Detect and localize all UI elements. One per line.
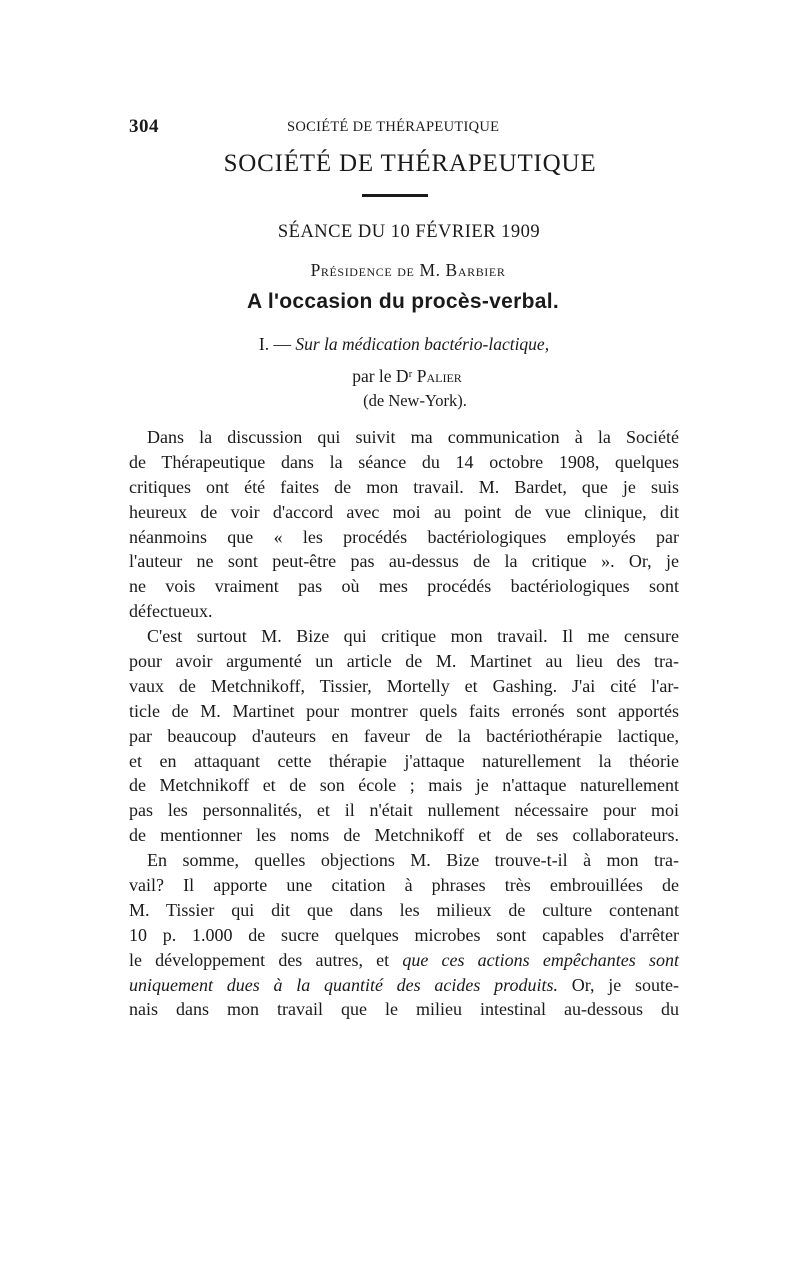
- presidency-line: Présidence de M. Barbier: [310, 260, 506, 280]
- body-line: par beaucoup d'auteurs en faveur de la bactériothérapie lactique,: [129, 725, 679, 746]
- body-line: critiques ont été faites de mon travail. M. Bardet, que je suis: [129, 476, 679, 497]
- italic-segment: uniquement dues à la quantité des acides produits.: [129, 974, 558, 995]
- body-line: et en attaquant cette thérapie j'attaque naturellement la théorie: [129, 750, 679, 771]
- running-title: SOCIÉTÉ DE THÉRAPEUTIQUE: [287, 119, 500, 135]
- body-line: l'auteur ne sont peut-être pas au-dessus de la critique ». Or, je: [129, 551, 679, 572]
- body-line: vaux de Metchnikoff, Tissier, Mortelly et Gashing. J'ai cité l'ar-: [129, 675, 679, 696]
- author-name: Palier: [416, 366, 462, 386]
- body-line: ticle de M. Martinet pour montrer quels faits erronés sont apportés: [129, 700, 679, 721]
- body-line: En somme, quelles objections M. Bize trouve-t-il à mon tra-: [147, 850, 679, 871]
- body-line: de Thérapeutique dans la séance du 14 octobre 1908, quelques: [129, 451, 679, 472]
- body-line: Dans la discussion qui suivit ma communication à la Société: [147, 427, 679, 447]
- article-number: I. —: [258, 334, 296, 354]
- article-author: [0, 366, 800, 387]
- body-line: de mentionner les noms de Metchnikoff et de ses collaborateurs.: [129, 825, 679, 846]
- article-title: [0, 334, 800, 355]
- body-line: nais dans mon travail que le milieu intestinal au-dessous du: [129, 999, 679, 1020]
- body-segment: Or, je soute-: [558, 974, 679, 995]
- body-text: [129, 425, 679, 1022]
- body-line: 10 p. 1.000 de sucre quelques microbes sont capables d'arrêter: [129, 924, 679, 945]
- author-affiliation: (de New-York).: [363, 391, 467, 410]
- body-line: heureux de voir d'accord avec moi au point de vue clinique, dit: [129, 501, 679, 522]
- title-rule: [362, 194, 428, 197]
- body-line-mixed: [129, 948, 679, 973]
- meeting-date: SÉANCE DU 10 FÉVRIER 1909: [277, 222, 541, 242]
- italic-segment: que ces actions empêchantes sont: [402, 949, 679, 970]
- society-title: SOCIÉTÉ DE THÉRAPEUTIQUE: [223, 150, 597, 177]
- body-segment: le développement des autres, et: [129, 949, 403, 970]
- body-line: M. Tissier qui dit que dans les milieux de culture contenant: [129, 899, 679, 920]
- body-line-mixed: [129, 973, 679, 998]
- body-line: pas les personnalités, et il n'était nullement nécessaire pour moi: [129, 800, 679, 821]
- body-line: de Metchnikoff et de son école ; mais je n'attaque naturellement: [129, 775, 679, 796]
- body-line: vail? Il apporte une citation à phrases très embrouillées de: [129, 875, 679, 896]
- body-line: défectueux.: [129, 601, 213, 622]
- page-number: 304: [129, 116, 159, 137]
- article-title-text: Sur la médication bactério-lactique,: [295, 334, 550, 354]
- author-prefix: par le Dʳ: [352, 366, 417, 386]
- section-heading: A l'occasion du procès-verbal.: [247, 290, 559, 313]
- running-head: [129, 116, 679, 140]
- body-line: néanmoins que « les procédés bactériologiques employés par: [129, 526, 679, 547]
- body-line: ne vois vraiment pas où mes procédés bactériologiques sont: [129, 576, 679, 597]
- body-line: pour avoir argumenté un article de M. Martinet au lieu des tra-: [129, 651, 679, 672]
- body-line: C'est surtout M. Bize qui critique mon travail. Il me censure: [147, 626, 679, 647]
